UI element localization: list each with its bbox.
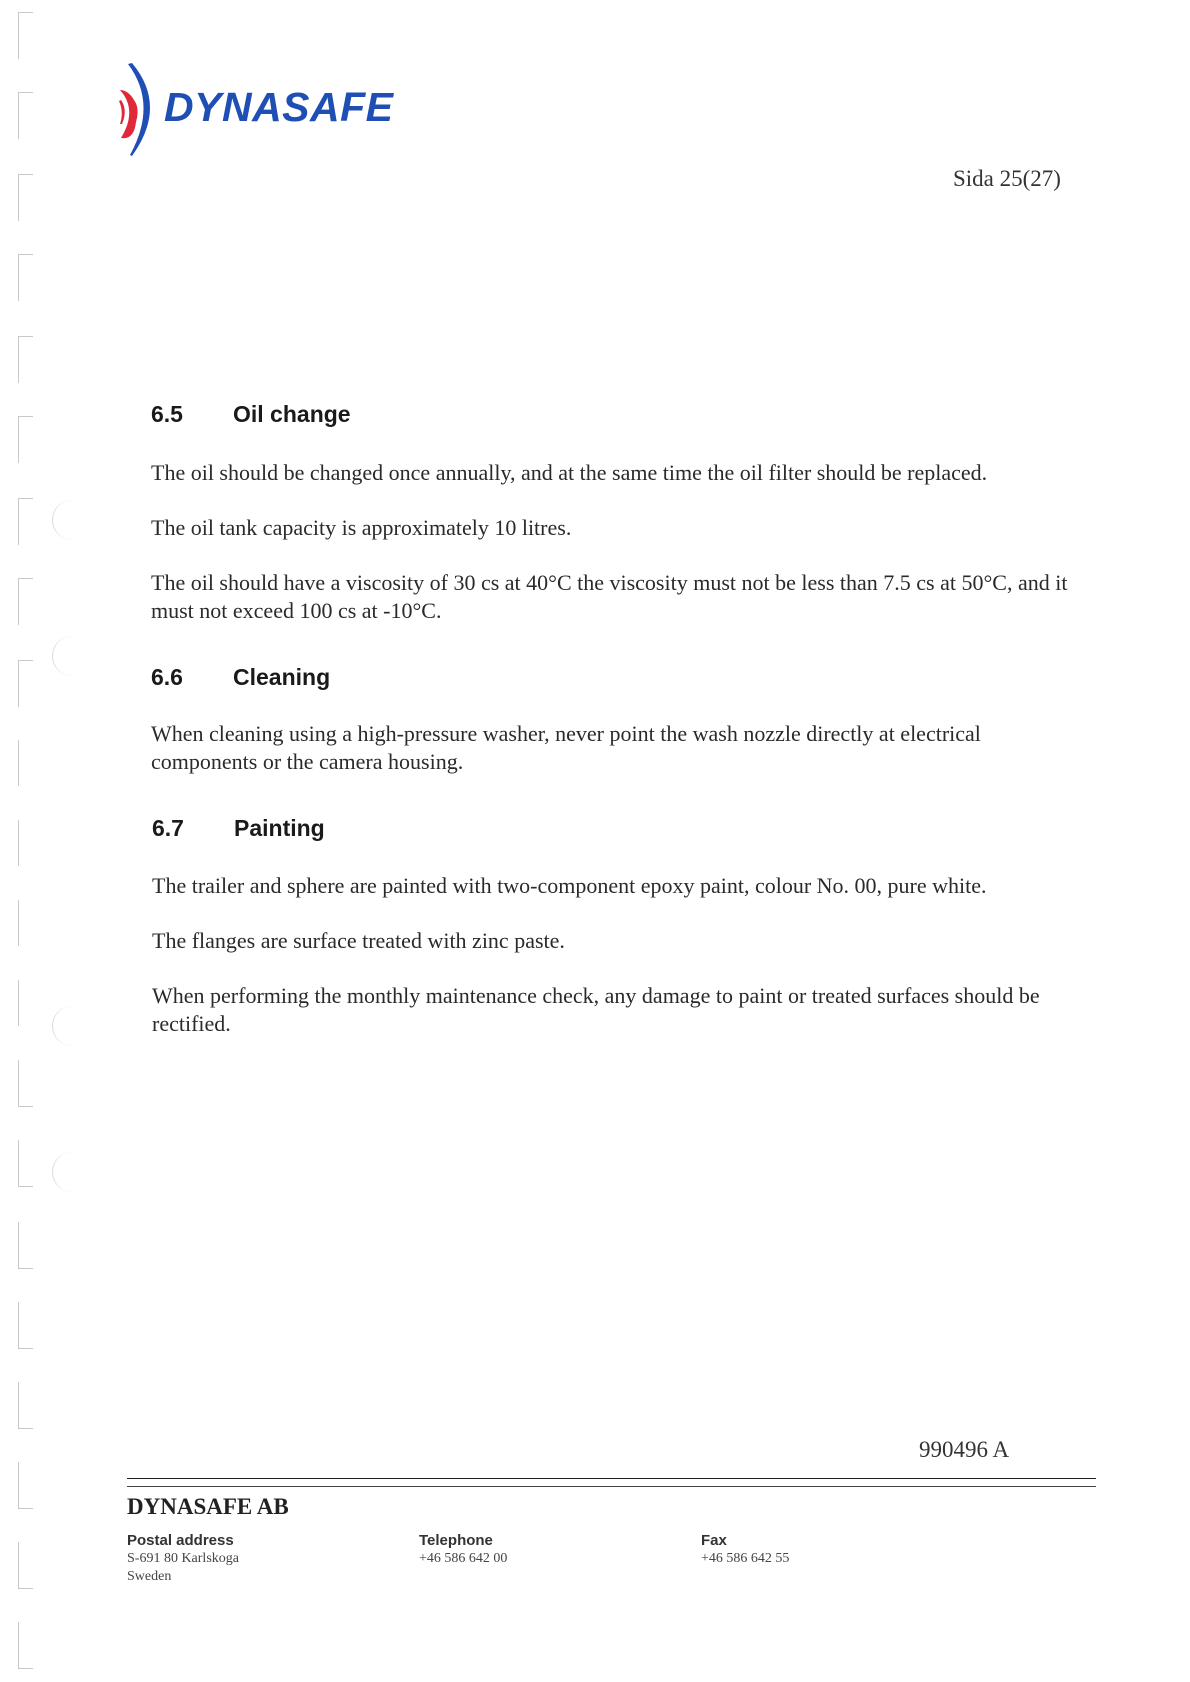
section-title: Oil change (233, 401, 351, 427)
footer-divider (127, 1478, 1096, 1479)
binder-mark (18, 416, 33, 463)
telephone-label: Telephone (419, 1532, 493, 1549)
footer-postal-address (127, 1532, 239, 1586)
postal-address-label: Postal address (127, 1532, 234, 1549)
binder-mark (18, 1302, 33, 1349)
binder-ring-mark (52, 636, 73, 676)
footer-fax (701, 1532, 789, 1568)
paragraph: The oil should be changed once annually, and at the same time the oil filter should be replaced. (151, 460, 988, 485)
paragraph: The oil should have a viscosity of 30 cs at 40°C the viscosity must not be less than 7.5 cs at 50°C, and it must not exceed 100 cs at -10°C. (151, 570, 1068, 623)
binder-mark (18, 980, 33, 1026)
page-number: Sida 25(27) (953, 166, 1061, 191)
postal-address-line: S-691 80 Karlskoga (127, 1551, 239, 1566)
binder-mark (18, 1222, 33, 1269)
binder-mark (18, 1462, 33, 1509)
section-number: 6.7 (152, 815, 184, 841)
binder-mark (18, 1622, 33, 1669)
binder-mark (18, 1382, 33, 1429)
document-code: 990496 A (919, 1437, 1010, 1462)
binder-mark (18, 498, 33, 545)
binder-mark (18, 740, 33, 786)
paragraph: The trailer and sphere are painted with two-component epoxy paint, colour No. 00, pure white. (152, 873, 987, 898)
logo-emblem-icon (118, 62, 164, 158)
fax-number: +46 586 642 55 (701, 1551, 790, 1566)
binder-mark (18, 1542, 33, 1589)
binder-ring-mark (52, 1006, 73, 1046)
postal-address-line: Sweden (127, 1569, 172, 1584)
paragraph: When cleaning using a high-pressure washer, never point the wash nozzle directly at electrical components or the camera housing. (151, 721, 981, 774)
binder-mark (18, 12, 33, 59)
binder-mark (18, 336, 33, 383)
footer-company-name: DYNASAFE AB (127, 1494, 289, 1519)
logo-wordmark: DYNASAFE (164, 84, 394, 130)
paragraph: The oil tank capacity is approximately 10 litres. (151, 515, 572, 540)
section-number: 6.5 (151, 401, 183, 427)
section-number: 6.6 (151, 664, 183, 690)
binder-ring-mark (52, 1152, 73, 1192)
binder-mark (18, 900, 33, 946)
binder-mark (18, 1140, 33, 1187)
binder-mark (18, 1060, 33, 1107)
paragraph: When performing the monthly maintenance check, any damage to paint or treated surfaces should be rectified. (152, 983, 1040, 1036)
paragraph: The flanges are surface treated with zinc paste. (152, 928, 565, 953)
telephone-number: +46 586 642 00 (419, 1551, 508, 1566)
section-title: Painting (234, 815, 325, 841)
binder-mark (18, 820, 33, 866)
binder-mark (18, 174, 33, 221)
binder-mark (18, 254, 33, 301)
binder-mark (18, 92, 33, 139)
company-logo (118, 62, 394, 158)
binder-ring-mark (52, 500, 73, 540)
section-title: Cleaning (233, 664, 331, 690)
binder-mark (18, 660, 33, 707)
binder-mark (18, 578, 33, 625)
fax-label: Fax (701, 1532, 727, 1549)
footer-telephone (419, 1532, 507, 1568)
footer-divider (127, 1486, 1096, 1487)
